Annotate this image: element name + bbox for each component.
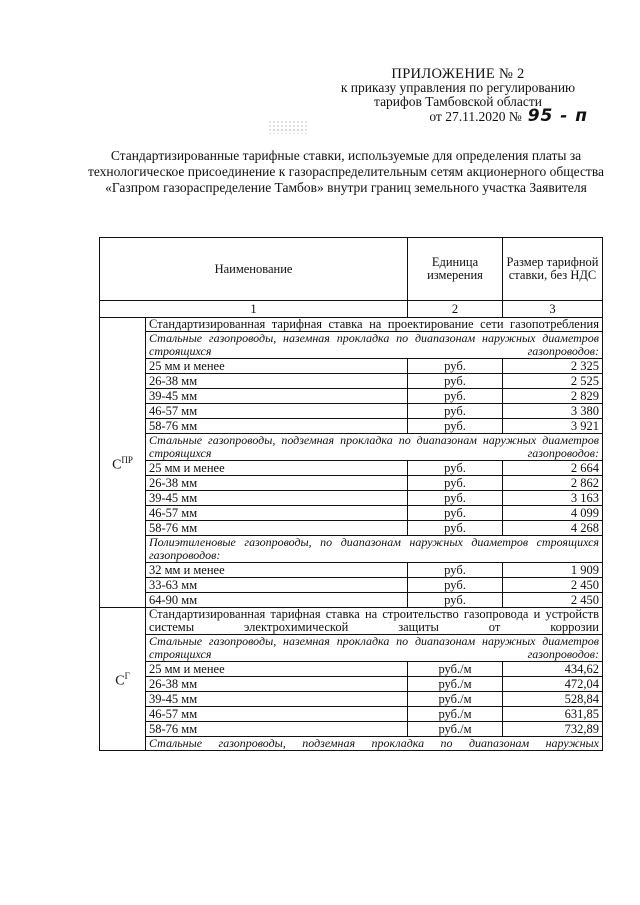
unit-cell: руб./м bbox=[408, 707, 503, 722]
subsection-row bbox=[100, 635, 603, 662]
table-row bbox=[100, 389, 603, 404]
subsection-row bbox=[100, 536, 603, 563]
col-number-2: 2 bbox=[408, 301, 503, 318]
group-symbol-superscript: Г bbox=[124, 671, 130, 682]
rate-cell: 732,89 bbox=[503, 722, 603, 737]
rate-cell: 2 450 bbox=[503, 593, 603, 608]
diameter-cell: 64-90 мм bbox=[146, 593, 408, 608]
diameter-cell: 39-45 мм bbox=[146, 389, 408, 404]
diameter-cell: 26-38 мм bbox=[146, 476, 408, 491]
table-row bbox=[100, 404, 603, 419]
diameter-cell: 26-38 мм bbox=[146, 374, 408, 389]
diameter-cell: 32 мм и менее bbox=[146, 563, 408, 578]
header-unit: Единица измерения bbox=[408, 238, 503, 301]
rate-cell: 3 380 bbox=[503, 404, 603, 419]
rate-cell: 2 829 bbox=[503, 389, 603, 404]
unit-cell: руб. bbox=[408, 491, 503, 506]
document-title: Стандартизированные тарифные ставки, используемые для определения платы за технологическое присоединение к газораспределительным сетям акционерного общества «Газпром газораспределение Тамбов» внутри границ земельного участка Заявителя bbox=[87, 148, 605, 195]
diameter-cell: 58-76 мм bbox=[146, 521, 408, 536]
rate-cell: 3 921 bbox=[503, 419, 603, 434]
header-name: Наименование bbox=[100, 238, 408, 301]
faint-stamp bbox=[268, 120, 308, 134]
rate-cell: 2 525 bbox=[503, 374, 603, 389]
diameter-cell: 26-38 мм bbox=[146, 677, 408, 692]
unit-cell: руб. bbox=[408, 389, 503, 404]
table-row bbox=[100, 722, 603, 737]
unit-cell: руб. bbox=[408, 563, 503, 578]
group-symbol-letter: С bbox=[112, 457, 122, 473]
unit-cell: руб. bbox=[408, 476, 503, 491]
rate-cell: 2 450 bbox=[503, 578, 603, 593]
unit-cell: руб. bbox=[408, 461, 503, 476]
group-symbol-superscript: ПР bbox=[121, 454, 133, 465]
rate-cell: 1 909 bbox=[503, 563, 603, 578]
subsection-title: Стальные газопроводы, наземная прокладка по диапазонам наружных диаметров строящихся газопроводов: bbox=[146, 635, 603, 662]
diameter-cell: 46-57 мм bbox=[146, 404, 408, 419]
table-row bbox=[100, 506, 603, 521]
header-rate: Размер тарифной ставки, без НДС bbox=[503, 238, 603, 301]
rate-cell: 4 268 bbox=[503, 521, 603, 536]
table-row bbox=[100, 359, 603, 374]
rate-cell: 2 664 bbox=[503, 461, 603, 476]
diameter-cell: 39-45 мм bbox=[146, 491, 408, 506]
rate-cell: 2 325 bbox=[503, 359, 603, 374]
rate-cell: 434,62 bbox=[503, 662, 603, 677]
group-title-row bbox=[100, 318, 603, 332]
table-row bbox=[100, 563, 603, 578]
diameter-cell: 46-57 мм bbox=[146, 707, 408, 722]
rate-cell: 3 163 bbox=[503, 491, 603, 506]
unit-cell: руб. bbox=[408, 521, 503, 536]
unit-cell: руб. bbox=[408, 593, 503, 608]
group-symbol-letter: С bbox=[115, 673, 125, 689]
order-date: от 27.11.2020 № bbox=[429, 109, 522, 124]
subsection-title: Полиэтиленовые газопроводы, по диапазонам наружных диаметров строящихся газопроводов: bbox=[146, 536, 603, 563]
table-row bbox=[100, 578, 603, 593]
col-number-3: 3 bbox=[503, 301, 603, 318]
subsection-title: Стальные газопроводы, подземная прокладка по диапазонам наружных диаметров строящихся газопроводов: bbox=[146, 434, 603, 461]
column-number-row bbox=[100, 301, 603, 318]
diameter-cell: 25 мм и менее bbox=[146, 662, 408, 677]
unit-cell: руб. bbox=[408, 359, 503, 374]
tariff-table bbox=[99, 237, 603, 751]
rate-cell: 4 099 bbox=[503, 506, 603, 521]
subsection-row bbox=[100, 434, 603, 461]
annex-line-2: тарифов Тамбовской области bbox=[374, 94, 542, 109]
col-number-1: 1 bbox=[100, 301, 408, 318]
diameter-cell: 25 мм и менее bbox=[146, 461, 408, 476]
diameter-cell: 25 мм и менее bbox=[146, 359, 408, 374]
unit-cell: руб./м bbox=[408, 692, 503, 707]
unit-cell: руб. bbox=[408, 506, 503, 521]
diameter-cell: 39-45 мм bbox=[146, 692, 408, 707]
unit-cell: руб. bbox=[408, 374, 503, 389]
table-row bbox=[100, 521, 603, 536]
table-row bbox=[100, 707, 603, 722]
diameter-cell: 33-63 мм bbox=[146, 578, 408, 593]
table-row bbox=[100, 692, 603, 707]
table-row bbox=[100, 677, 603, 692]
annex-line-1: к приказу управления по регулированию bbox=[340, 80, 576, 95]
diameter-cell: 46-57 мм bbox=[146, 506, 408, 521]
annex-header bbox=[328, 67, 588, 124]
group-symbol bbox=[100, 318, 146, 608]
unit-cell: руб./м bbox=[408, 662, 503, 677]
group-title: Стандартизированная тарифная ставка на строительство газопровода и устройств системы электрохимической защиты от коррозии bbox=[146, 608, 603, 635]
annex-title: ПРИЛОЖЕНИЕ № 2 bbox=[391, 66, 525, 82]
table-row bbox=[100, 593, 603, 608]
subsection-title: Стальные газопроводы, подземная прокладка по диапазонам наружных bbox=[146, 737, 603, 751]
group-title-row bbox=[100, 608, 603, 635]
subsection-row bbox=[100, 737, 603, 751]
table-row bbox=[100, 491, 603, 506]
rate-cell: 2 862 bbox=[503, 476, 603, 491]
unit-cell: руб./м bbox=[408, 677, 503, 692]
rate-cell: 472,04 bbox=[503, 677, 603, 692]
subsection-row bbox=[100, 332, 603, 359]
table-row bbox=[100, 419, 603, 434]
subsection-title: Стальные газопроводы, наземная прокладка по диапазонам наружных диаметров строящихся газопроводов: bbox=[146, 332, 603, 359]
table-row bbox=[100, 374, 603, 389]
table-row bbox=[100, 461, 603, 476]
annex-order bbox=[328, 106, 588, 126]
rate-cell: 631,85 bbox=[503, 707, 603, 722]
table-row bbox=[100, 476, 603, 491]
order-number: 95 - п bbox=[527, 106, 588, 126]
unit-cell: руб. bbox=[408, 578, 503, 593]
unit-cell: руб. bbox=[408, 404, 503, 419]
group-symbol bbox=[100, 608, 146, 751]
unit-cell: руб./м bbox=[408, 722, 503, 737]
diameter-cell: 58-76 мм bbox=[146, 419, 408, 434]
unit-cell: руб. bbox=[408, 419, 503, 434]
diameter-cell: 58-76 мм bbox=[146, 722, 408, 737]
group-title: Стандартизированная тарифная ставка на проектирование сети газопотребления bbox=[146, 318, 603, 332]
table-row bbox=[100, 662, 603, 677]
rate-cell: 528,84 bbox=[503, 692, 603, 707]
